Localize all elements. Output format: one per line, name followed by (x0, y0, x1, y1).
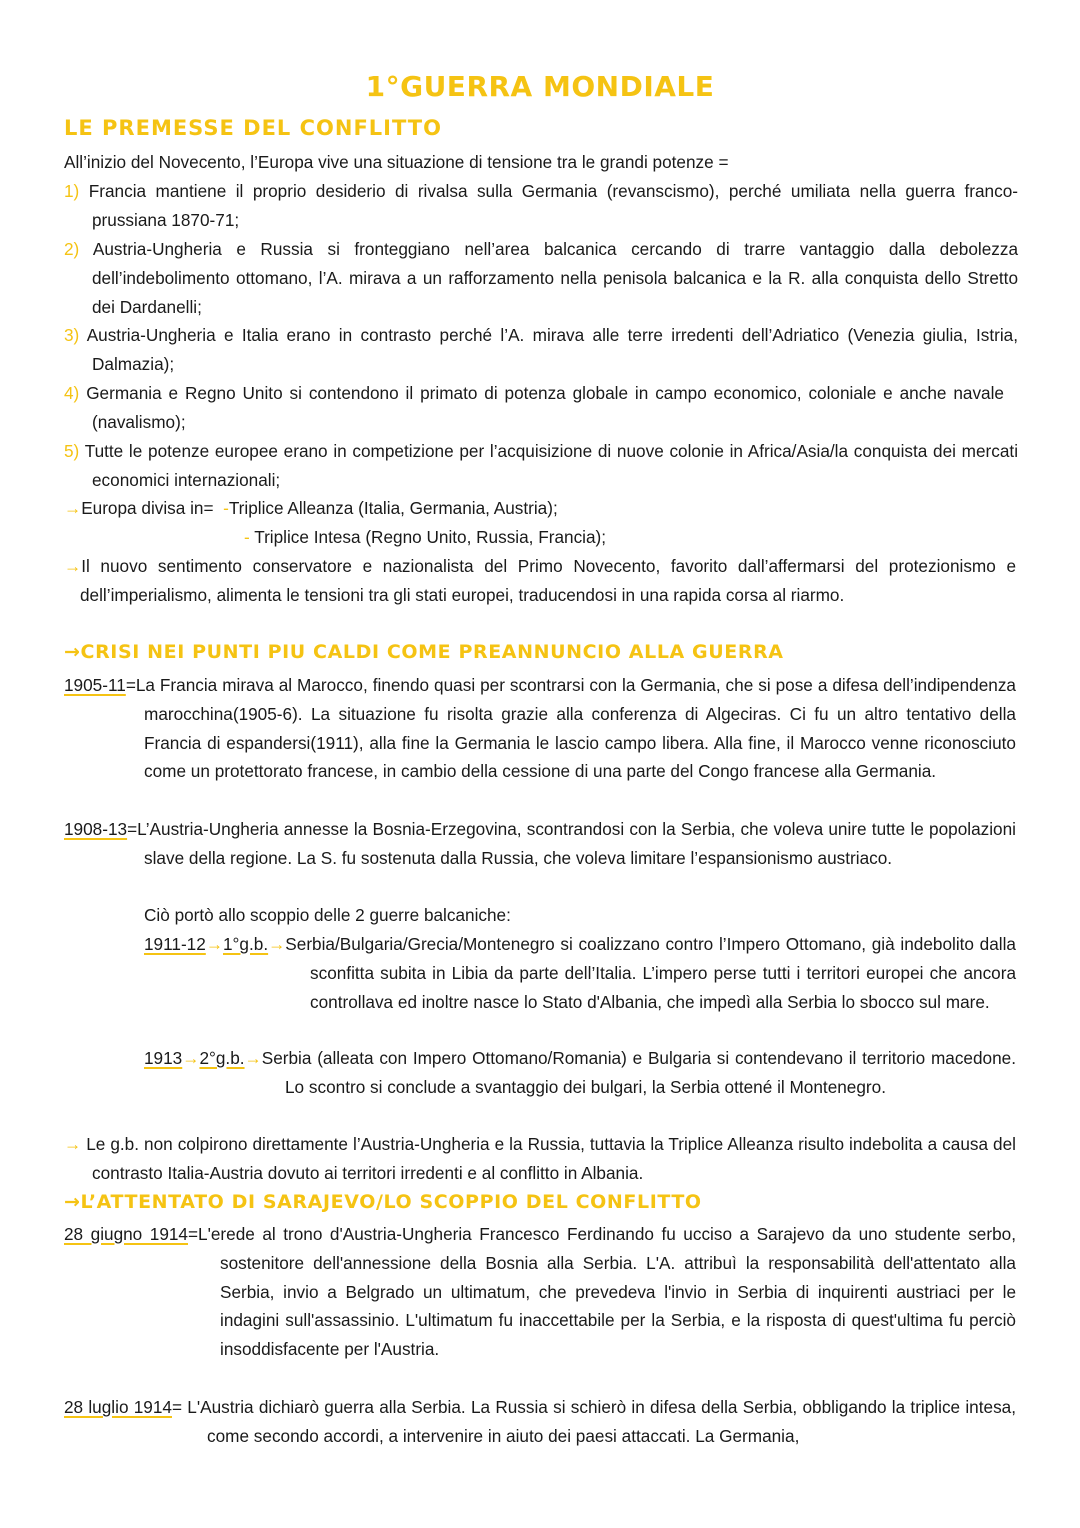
event-text: Serbia/Bulgaria/Grecia/Montenegro si coalizzano contro l’Impero Ottomano, già indebolito dalla sconfitta subita in Libia da parte dell’Italia. L’impero perse tutti i territori europei che ancora controllava ed inoltre nasce lo Stato d'Albania, che impedì alla Serbia lo sbocco sul mare. (285, 934, 1016, 1012)
event-june-1914 (64, 1220, 1016, 1364)
arrow-right-icon: → (268, 934, 286, 954)
arrow-right-icon: → (182, 1048, 200, 1068)
arrow-right-icon: → (64, 641, 81, 663)
page-title: 1°GUERRA MONDIALE (365, 70, 715, 103)
intro-paragraph (64, 148, 1024, 177)
arrow-right-icon: → (64, 556, 82, 576)
list-number: 1) (64, 181, 80, 201)
list-item (64, 235, 1018, 321)
list-text: Austria-Ungheria e Russia si fronteggiano nell’area balcanica cercando di trarre vantaggio dalla debolezza dell’indebolimento ottomano, l’A. mirava a un rafforzamento nella penisola balcanica e la R. alla conquista dello Stretto dei Dardanelli; (92, 239, 1019, 317)
dash-icon: - (218, 498, 229, 518)
section-heading-crisi-text: CRISI NEI PUNTI PIU CALDI COME PREANNUNCIO ALLA GUERRA (80, 641, 784, 663)
balkan-conclusion (64, 1130, 1016, 1188)
list-number: 3) (64, 325, 80, 345)
event-july-1914 (64, 1393, 1016, 1451)
conclusion-text: Il nuovo sentimento conservatore e nazionalista del Primo Novecento, favorito dall’affermarsi del protezionismo e dell’imperialismo, alimenta le tensioni tra gli stati europei, traducendosi in una rapida corsa al riarmo. (80, 556, 1016, 605)
list-item (64, 437, 1018, 495)
section-heading-crisi (64, 641, 784, 663)
list-item (64, 321, 1018, 379)
alliance-triplice-intesa: Triplice Intesa (Regno Unito, Russia, Francia); (254, 527, 607, 547)
list-number: 4) (64, 383, 80, 403)
event-date: 1905-11 (64, 675, 126, 695)
event-1905 (64, 671, 1016, 786)
europa-division-second (244, 523, 606, 552)
alliance-triplice-alleanza: Triplice Alleanza (Italia, Germania, Austria); (228, 498, 558, 518)
event-date: 1911-12 (144, 934, 206, 954)
event-text: =La Francia mirava al Marocco, finendo quasi per scontrarsi con la Germania, che si pose a difesa dell’indipendenza marocchina(1905-6). La situazione fu risolta grazie alla conferenza di Algeciras. Ci fu un altro tentativo della Francia di espandersi(1911), alla fine la Germania le lascio campo libera. Alla fine, il Marocco venne riconosciuto come un protettorato francese, in cambio della cessione di una parte del Congo francese alla Germania. (125, 675, 1016, 782)
arrow-right-icon: → (64, 1191, 81, 1213)
list-item (64, 177, 1018, 235)
arrow-right-icon: → (64, 1134, 87, 1154)
list-text: Austria-Ungheria e Italia erano in contrasto perché l’A. mirava alle terre irredenti dell’Adriatico (Venezia giulia, Istria, Dalmazia); (86, 325, 1018, 374)
section-heading-sarajevo-text: L’ATTENTATO DI SARAJEVO/LO SCOPPIO DEL CONFLITTO (80, 1191, 702, 1213)
arrow-right-icon: → (244, 1048, 262, 1068)
section-heading-premesse: LE PREMESSE DEL CONFLITTO (64, 116, 442, 140)
arrow-right-icon: → (205, 934, 223, 954)
event-1908 (64, 815, 1016, 873)
balkan-wars-intro: Ciò portò allo scoppio delle 2 guerre balcaniche: (144, 905, 511, 925)
europa-label: Europa divisa in= (81, 498, 214, 518)
balkan-war-2 (144, 1044, 1016, 1102)
intro-text: All’inizio del Novecento, l’Europa vive una situazione di tensione tra le grandi potenze = (64, 152, 729, 172)
war-label: 2°g.b. (199, 1048, 245, 1068)
event-text: Serbia (alleata con Impero Ottomano/Romania) e Bulgaria si contendevano il territorio macedone. Lo scontro si conclude a svantaggio dei bulgari, la Serbia ottené il Montenegro. (261, 1048, 1016, 1097)
europa-division (64, 494, 558, 523)
event-text: = L'Austria dichiarò guerra alla Serbia. La Russia si schierò in difesa della Serbia, obbligando la triplice intesa, come secondo accordi, a intervenire in aiuto dei paesi attaccati. La Germania, (172, 1397, 1016, 1446)
list-text: Francia mantiene il proprio desiderio di rivalsa sulla Germania (revanscismo), perché umiliata nella guerra franco-prussiana 1870-71; (88, 181, 1018, 230)
list-number: 5) (64, 441, 80, 461)
balkan-war-1 (144, 930, 1016, 1016)
conclusion-paragraph (64, 552, 1016, 610)
event-text: =L’Austria-Ungheria annesse la Bosnia-Erzegovina, scontrandosi con la Serbia, che voleva unire tutte le popolazioni slave della regione. La S. fu sostenuta dalla Russia, che voleva limitare l’espansionismo austriaco. (127, 819, 1016, 868)
list-number: 2) (64, 239, 80, 259)
arrow-right-icon: → (64, 498, 82, 518)
list-text: Germania e Regno Unito si contendono il primato di potenza globale in campo economico, coloniale e anche navale (navalismo); (86, 383, 1004, 432)
conclusion-text: Le g.b. non colpirono direttamente l’Austria-Ungheria e la Russia, tuttavia la Triplice Alleanza risulto indebolita a causa del contrasto Italia-Austria dovuto ai territori irredenti e al conflitto in Albania. (86, 1134, 1016, 1183)
event-date: 1913 (144, 1048, 183, 1068)
event-date: 28 luglio 1914 (64, 1397, 172, 1417)
dash-icon: - (244, 527, 250, 547)
war-label: 1°g.b. (223, 934, 269, 954)
event-date: 28 giugno 1914 (64, 1224, 188, 1244)
event-text: =L'erede al trono d'Austria-Ungheria Francesco Ferdinando fu ucciso a Sarajevo da uno studente serbo, sostenitore dell'annessione della Bosnia alla Serbia. L'A. attribuì la responsabilità dell'attentato alla Serbia, invio a Belgrado un ultimatum, che prevedeva l'invio in Serbia di inquirenti austriaci per le indagini sull'assassinio. L'ultimatum fu inaccettabile per la Serbia, e la risposta di quest'ultima fu perciò insoddisfacente per l'Austria. (188, 1224, 1016, 1360)
list-item (64, 379, 1004, 437)
event-date: 1908-13 (64, 819, 128, 839)
list-text: Tutte le potenze europee erano in competizione per l’acquisizione di nuove colonie in Africa/Asia/la conquista dei mercati economici internazionali; (84, 441, 1019, 490)
section-heading-sarajevo (64, 1191, 702, 1213)
